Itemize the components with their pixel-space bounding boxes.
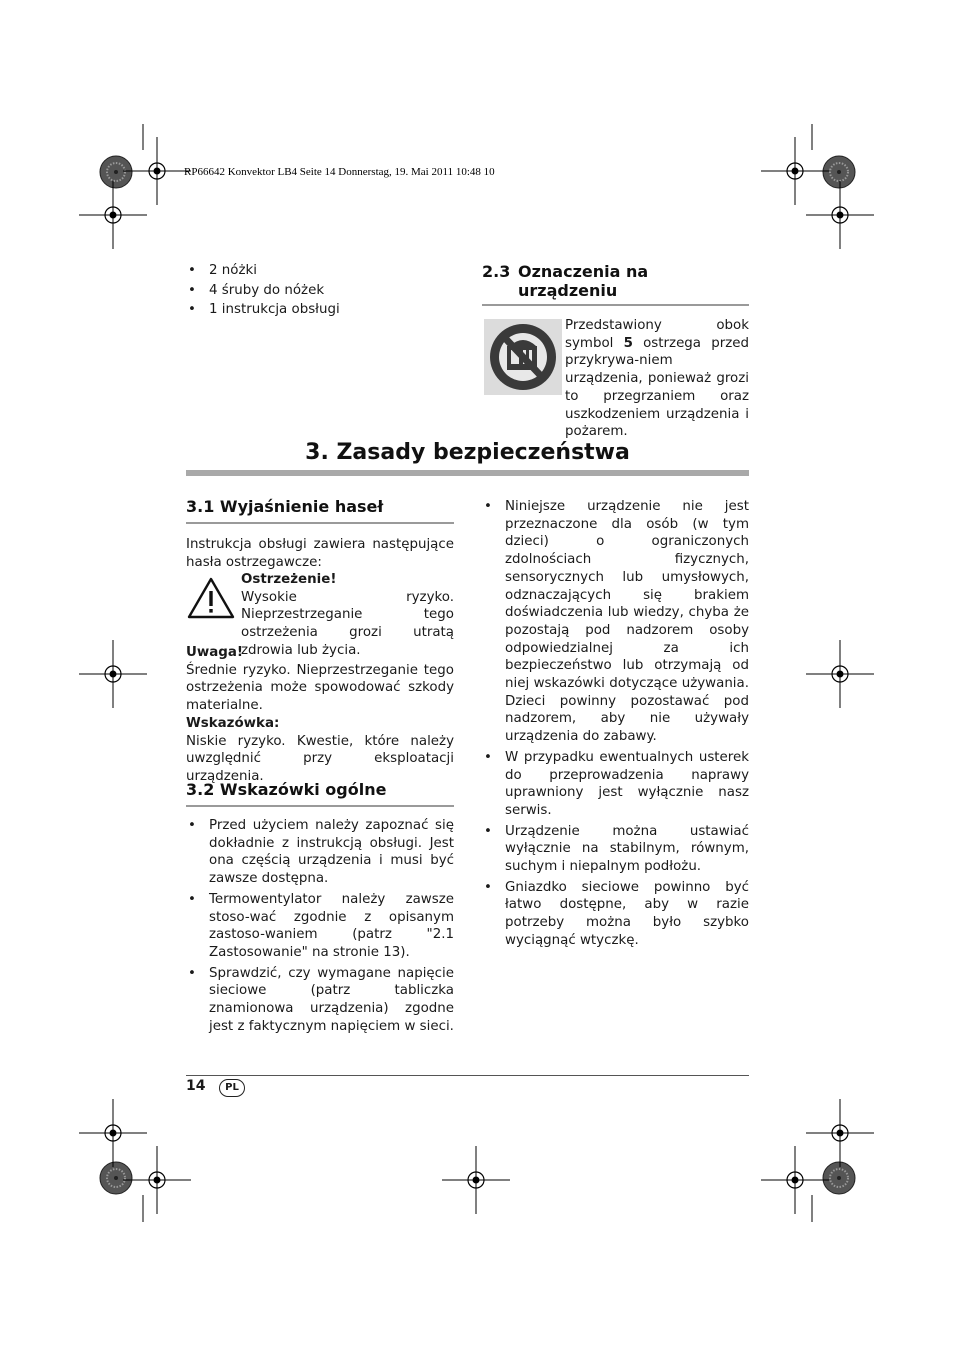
list-item: • W przypadku ewentualnych usterek do przeprowadzenia naprawy uprawniony jest wyłącznie nasz serwis. xyxy=(482,749,749,820)
page-number: 14 xyxy=(186,1078,206,1094)
section-rule xyxy=(186,805,454,807)
crosshair-icon xyxy=(806,181,874,249)
symbol-description: Przedstawiony obok symbol 5 ostrzega przed przykrywa-niem urządzenia, ponieważ grozi to przegrzaniem oraz uszkodzeniem urządzenia i pożarem. xyxy=(565,318,749,440)
list-item: • Przed użyciem należy zapoznać się dokładnie z instrukcją obsługi. Jest ona częścią urządzenia i musi być zawsze dostępna. xyxy=(186,817,454,888)
corner-wheel-top-right-icon xyxy=(823,156,855,188)
section-3-1-heading: 3.1 Wyjaśnienie haseł xyxy=(186,497,384,516)
section-3-2-heading: 3.2 Wskazówki ogólne xyxy=(186,780,387,799)
crosshair-icon xyxy=(761,1146,829,1214)
list-item: • 2 nóżki xyxy=(186,262,456,280)
caution-label: Uwaga! xyxy=(186,645,244,660)
crosshair-icon xyxy=(806,640,874,708)
corner-wheel-bottom-left-icon xyxy=(100,1162,132,1194)
list-item: • Sprawdzić, czy wymagane napięcie sieciowe (patrz tabliczka znamionowa urządzenia) zgodne jest z faktycznym napięciem w sieci. xyxy=(186,965,454,1036)
crosshair-icon xyxy=(442,1146,510,1214)
note-block xyxy=(186,715,454,786)
crosshair-icon xyxy=(79,640,147,708)
list-item: • 4 śruby do nóżek xyxy=(186,282,456,300)
section-rule xyxy=(186,522,454,524)
warning-label: Ostrzeżenie! xyxy=(241,572,337,587)
list-item: • Gniazdko sieciowe powinno być łatwo dostępne, aby w razie potrzeby można było szybko wyciągnąć wtyczkę. xyxy=(482,879,749,950)
note-label: Wskazówka: xyxy=(186,716,280,731)
list-item: • Niniejsze urządzenie nie jest przeznaczone dla osób (w tym dzieci) o ograniczonych zdolnościach fizycznych, sensorycznych lub umysłowych, odznaczających się brakiem doświadczenia lub wiedzy, chyba że pozostają pod nadzorem osoby odpowiedzialnej za ich bezpieczeństwo lub otrzymają od niej wskazówki dotyczące używania. Dzieci powinny pozostawać pod nadzorem, aby nie używały urządzenia do zabawy. xyxy=(482,498,749,746)
crosshair-icon xyxy=(806,1099,874,1167)
footer-rule xyxy=(186,1075,749,1076)
general-notes-list xyxy=(186,817,454,1038)
section-2-3-heading: 2.3 Oznaczenia na urządzeniu xyxy=(482,262,649,300)
caution-block xyxy=(186,644,454,715)
crosshair-icon xyxy=(123,137,191,205)
print-header: RP66642 Konvektor LB4 Seite 14 Donnerstag, 19. Mai 2011 10:48 10 xyxy=(184,166,495,178)
note-text: Niskie ryzyko. Kwestie, które należy uwzględnić przy eksploatacji urządzenia. xyxy=(186,733,454,785)
warning-triangle-icon xyxy=(186,576,236,620)
chapter-title-bar xyxy=(186,470,749,476)
section-rule xyxy=(482,304,749,306)
list-item: • 1 instrukcja obsługi xyxy=(186,301,456,319)
list-item: • Termowentylator należy zawsze stoso-wać zgodnie z opisanym zastoso-waniem (patrz "2.1 Zastosowanie" na stronie 13). xyxy=(186,891,454,962)
no-covering-prohibition-icon xyxy=(484,319,562,395)
chapter-title: 3. Zasady bezpieczeństwa xyxy=(305,440,630,465)
crosshair-icon xyxy=(761,137,829,205)
warning-text: Wysokie ryzyko. Nieprzestrzeganie tego ostrzeżenia grozi utratą zdrowia lub życia. xyxy=(241,589,454,658)
crosshair-icon xyxy=(123,1146,191,1214)
crosshair-icon xyxy=(79,181,147,249)
corner-wheel-top-left-icon xyxy=(100,156,132,188)
scope-list xyxy=(186,262,456,319)
caution-text: Średnie ryzyko. Nieprzestrzeganie tego ostrzeżenia może spowodować szkody materialne. xyxy=(186,662,454,714)
crosshair-icon xyxy=(79,1099,147,1167)
list-item: • Urządzenie można ustawiać wyłącznie na stabilnym, równym, suchym i niepalnym podłożu. xyxy=(482,823,749,876)
safety-list xyxy=(482,498,749,953)
language-badge: PL xyxy=(219,1079,245,1097)
corner-wheel-bottom-right-icon xyxy=(823,1162,855,1194)
signal-words-intro: Instrukcja obsługi zawiera następujące hasła ostrzegawcze: xyxy=(186,537,454,570)
